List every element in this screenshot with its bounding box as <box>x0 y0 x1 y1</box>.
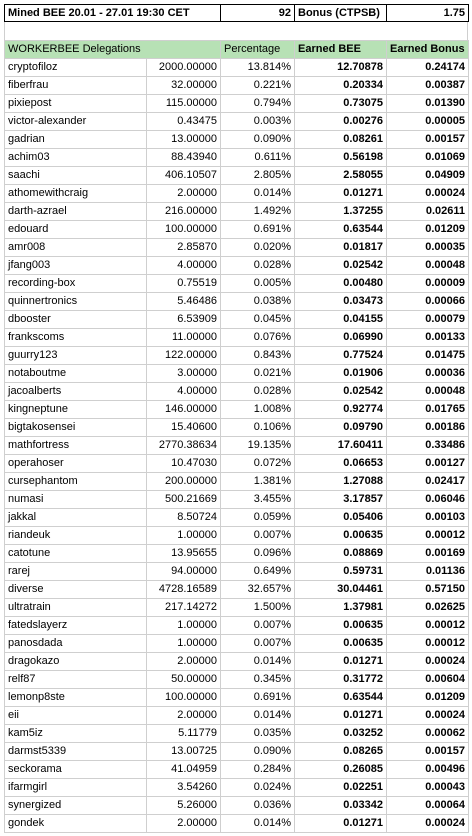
earned-bee-cell[interactable]: 3.17857 <box>295 491 387 509</box>
percentage-cell[interactable]: 1.381% <box>221 473 295 491</box>
percentage-cell[interactable]: 0.106% <box>221 419 295 437</box>
table-row <box>5 383 469 401</box>
earned-bonus-cell[interactable]: 0.00048 <box>387 383 469 401</box>
header-delegations[interactable]: WORKERBEE Delegations <box>5 41 221 59</box>
amount-cell[interactable]: 4.00000 <box>147 257 221 275</box>
earned-bonus-cell[interactable]: 0.00024 <box>387 815 469 833</box>
account-cell[interactable]: rarej <box>5 563 147 581</box>
account-cell[interactable]: gadrian <box>5 131 147 149</box>
percentage-cell[interactable]: 0.221% <box>221 77 295 95</box>
amount-cell[interactable]: 15.40600 <box>147 419 221 437</box>
account-cell[interactable]: seckorama <box>5 761 147 779</box>
percentage-cell[interactable]: 0.014% <box>221 185 295 203</box>
earned-bee-cell[interactable]: 0.00635 <box>295 617 387 635</box>
earned-bonus-cell[interactable]: 0.01069 <box>387 149 469 167</box>
table-row <box>5 59 469 77</box>
delegations-table <box>4 40 469 833</box>
table-row <box>5 221 469 239</box>
earned-bee-cell[interactable]: 1.37255 <box>295 203 387 221</box>
earned-bonus-cell[interactable]: 0.00048 <box>387 257 469 275</box>
table-row <box>5 419 469 437</box>
earned-bonus-cell[interactable]: 0.00157 <box>387 743 469 761</box>
amount-cell[interactable]: 4.00000 <box>147 383 221 401</box>
earned-bee-cell[interactable]: 1.37981 <box>295 599 387 617</box>
table-row <box>5 239 469 257</box>
header-row <box>5 41 469 59</box>
earned-bee-cell[interactable]: 0.01271 <box>295 707 387 725</box>
bonus-label-cell[interactable]: Bonus (CTPSB) <box>295 5 387 22</box>
earned-bonus-cell[interactable]: 0.06046 <box>387 491 469 509</box>
earned-bee-cell[interactable]: 0.20334 <box>295 77 387 95</box>
table-row <box>5 185 469 203</box>
percentage-cell[interactable]: 32.657% <box>221 581 295 599</box>
earned-bonus-cell[interactable]: 0.02611 <box>387 203 469 221</box>
mined-label-cell[interactable]: Mined BEE 20.01 - 27.01 19:30 CET <box>5 5 221 22</box>
earned-bee-cell[interactable]: 0.03342 <box>295 797 387 815</box>
percentage-cell[interactable]: 0.038% <box>221 293 295 311</box>
spreadsheet <box>4 4 468 833</box>
earned-bonus-cell[interactable]: 0.00133 <box>387 329 469 347</box>
earned-bonus-cell[interactable]: 0.00496 <box>387 761 469 779</box>
account-cell[interactable]: jfang003 <box>5 257 147 275</box>
earned-bee-cell[interactable]: 0.26085 <box>295 761 387 779</box>
table-row <box>5 77 469 95</box>
account-cell[interactable]: cryptofiloz <box>5 59 147 77</box>
earned-bee-cell[interactable]: 0.00635 <box>295 527 387 545</box>
earned-bee-cell[interactable]: 0.02542 <box>295 383 387 401</box>
earned-bee-cell[interactable]: 0.08261 <box>295 131 387 149</box>
amount-cell[interactable]: 1.00000 <box>147 635 221 653</box>
earned-bee-cell[interactable]: 0.59731 <box>295 563 387 581</box>
percentage-cell[interactable]: 0.345% <box>221 671 295 689</box>
table-row <box>5 545 469 563</box>
mined-value-cell[interactable]: 92 <box>221 5 295 22</box>
percentage-cell[interactable]: 0.090% <box>221 743 295 761</box>
amount-cell[interactable]: 3.54260 <box>147 779 221 797</box>
earned-bonus-cell[interactable]: 0.01475 <box>387 347 469 365</box>
table-row <box>5 563 469 581</box>
account-cell[interactable]: relf87 <box>5 671 147 689</box>
table-row <box>5 815 469 833</box>
earned-bee-cell[interactable]: 17.60411 <box>295 437 387 455</box>
earned-bee-cell[interactable]: 0.08869 <box>295 545 387 563</box>
table-row <box>5 347 469 365</box>
earned-bonus-cell[interactable]: 0.02625 <box>387 599 469 617</box>
earned-bonus-cell[interactable]: 0.00066 <box>387 293 469 311</box>
amount-cell[interactable]: 217.14272 <box>147 599 221 617</box>
earned-bonus-cell[interactable]: 0.00035 <box>387 239 469 257</box>
earned-bonus-cell[interactable]: 0.01136 <box>387 563 469 581</box>
earned-bee-cell[interactable]: 0.31772 <box>295 671 387 689</box>
earned-bee-cell[interactable]: 0.92774 <box>295 401 387 419</box>
account-cell[interactable]: diverse <box>5 581 147 599</box>
amount-cell[interactable]: 41.04959 <box>147 761 221 779</box>
percentage-cell[interactable]: 0.090% <box>221 131 295 149</box>
table-row <box>5 689 469 707</box>
account-cell[interactable]: athomewithcraig <box>5 185 147 203</box>
table-row <box>5 671 469 689</box>
account-cell[interactable]: ultratrain <box>5 599 147 617</box>
amount-cell[interactable]: 115.00000 <box>147 95 221 113</box>
percentage-cell[interactable]: 0.014% <box>221 707 295 725</box>
table-row <box>5 473 469 491</box>
table-row <box>5 257 469 275</box>
percentage-cell[interactable]: 0.059% <box>221 509 295 527</box>
earned-bonus-cell[interactable]: 0.00024 <box>387 185 469 203</box>
earned-bonus-cell[interactable]: 0.00043 <box>387 779 469 797</box>
amount-cell[interactable]: 216.00000 <box>147 203 221 221</box>
account-cell[interactable]: kingneptune <box>5 401 147 419</box>
earned-bonus-cell[interactable]: 0.00012 <box>387 635 469 653</box>
amount-cell[interactable]: 406.10507 <box>147 167 221 185</box>
table-row <box>5 437 469 455</box>
percentage-cell[interactable]: 0.020% <box>221 239 295 257</box>
table-row <box>5 203 469 221</box>
account-cell[interactable]: fiberfrau <box>5 77 147 95</box>
percentage-cell[interactable]: 0.021% <box>221 365 295 383</box>
table-row <box>5 95 469 113</box>
account-cell[interactable]: recording-box <box>5 275 147 293</box>
account-cell[interactable]: eii <box>5 707 147 725</box>
account-cell[interactable]: darmst5339 <box>5 743 147 761</box>
table-row <box>5 527 469 545</box>
earned-bee-cell[interactable]: 0.01817 <box>295 239 387 257</box>
earned-bee-cell[interactable]: 12.70878 <box>295 59 387 77</box>
earned-bonus-cell[interactable]: 0.00387 <box>387 77 469 95</box>
account-cell[interactable]: operahoser <box>5 455 147 473</box>
percentage-cell[interactable]: 1.492% <box>221 203 295 221</box>
account-cell[interactable]: dragokazo <box>5 653 147 671</box>
percentage-cell[interactable]: 0.691% <box>221 221 295 239</box>
percentage-cell[interactable]: 0.036% <box>221 797 295 815</box>
earned-bee-cell[interactable]: 0.06653 <box>295 455 387 473</box>
account-cell[interactable]: jakkal <box>5 509 147 527</box>
account-cell[interactable]: bigtakosensei <box>5 419 147 437</box>
table-row <box>5 401 469 419</box>
percentage-cell[interactable]: 0.024% <box>221 779 295 797</box>
earned-bee-cell[interactable]: 0.02542 <box>295 257 387 275</box>
header-percentage[interactable]: Percentage <box>221 41 295 59</box>
earned-bee-cell[interactable]: 0.63544 <box>295 221 387 239</box>
table-row <box>5 653 469 671</box>
earned-bee-cell[interactable]: 0.00635 <box>295 635 387 653</box>
percentage-cell[interactable]: 0.045% <box>221 311 295 329</box>
account-cell[interactable]: lemonp8ste <box>5 689 147 707</box>
amount-cell[interactable]: 8.50724 <box>147 509 221 527</box>
earned-bonus-cell[interactable]: 0.01390 <box>387 95 469 113</box>
percentage-cell[interactable]: 19.135% <box>221 437 295 455</box>
account-cell[interactable]: darth-azrael <box>5 203 147 221</box>
table-row <box>5 131 469 149</box>
amount-cell[interactable]: 3.00000 <box>147 365 221 383</box>
percentage-cell[interactable]: 0.007% <box>221 617 295 635</box>
table-row <box>5 725 469 743</box>
amount-cell[interactable]: 500.21669 <box>147 491 221 509</box>
earned-bee-cell[interactable]: 0.00276 <box>295 113 387 131</box>
amount-cell[interactable]: 100.00000 <box>147 689 221 707</box>
earned-bonus-cell[interactable]: 0.00127 <box>387 455 469 473</box>
earned-bee-cell[interactable]: 0.05406 <box>295 509 387 527</box>
earned-bonus-cell[interactable]: 0.57150 <box>387 581 469 599</box>
earned-bonus-cell[interactable]: 0.00005 <box>387 113 469 131</box>
percentage-cell[interactable]: 0.007% <box>221 527 295 545</box>
earned-bee-cell[interactable]: 0.00480 <box>295 275 387 293</box>
earned-bee-cell[interactable]: 0.03252 <box>295 725 387 743</box>
percentage-cell[interactable]: 0.035% <box>221 725 295 743</box>
table-row <box>5 113 469 131</box>
amount-cell[interactable]: 10.47030 <box>147 455 221 473</box>
earned-bee-cell[interactable]: 0.02251 <box>295 779 387 797</box>
percentage-cell[interactable]: 0.028% <box>221 383 295 401</box>
earned-bee-cell[interactable]: 0.56198 <box>295 149 387 167</box>
table-row <box>5 365 469 383</box>
percentage-cell[interactable]: 13.814% <box>221 59 295 77</box>
earned-bonus-cell[interactable]: 0.04909 <box>387 167 469 185</box>
amount-cell[interactable]: 2.85870 <box>147 239 221 257</box>
earned-bee-cell[interactable]: 0.09790 <box>295 419 387 437</box>
table-row <box>5 581 469 599</box>
amount-cell[interactable]: 13.00725 <box>147 743 221 761</box>
percentage-cell[interactable]: 0.096% <box>221 545 295 563</box>
earned-bonus-cell[interactable]: 0.01209 <box>387 221 469 239</box>
earned-bonus-cell[interactable]: 0.00169 <box>387 545 469 563</box>
amount-cell[interactable]: 5.26000 <box>147 797 221 815</box>
percentage-cell[interactable]: 1.008% <box>221 401 295 419</box>
percentage-cell[interactable]: 0.014% <box>221 815 295 833</box>
amount-cell[interactable]: 13.00000 <box>147 131 221 149</box>
earned-bonus-cell[interactable]: 0.02417 <box>387 473 469 491</box>
amount-cell[interactable]: 1.00000 <box>147 617 221 635</box>
percentage-cell[interactable]: 0.028% <box>221 257 295 275</box>
header-earned-bonus[interactable]: Earned Bonus <box>387 41 469 59</box>
earned-bonus-cell[interactable]: 0.00024 <box>387 653 469 671</box>
amount-cell[interactable]: 5.11779 <box>147 725 221 743</box>
table-row <box>5 707 469 725</box>
amount-cell[interactable]: 32.00000 <box>147 77 221 95</box>
account-cell[interactable]: achim03 <box>5 149 147 167</box>
amount-cell[interactable]: 0.43475 <box>147 113 221 131</box>
header-earned-bee[interactable]: Earned BEE <box>295 41 387 59</box>
table-row <box>5 167 469 185</box>
table-row <box>5 761 469 779</box>
earned-bee-cell[interactable]: 30.04461 <box>295 581 387 599</box>
amount-cell[interactable]: 11.00000 <box>147 329 221 347</box>
earned-bee-cell[interactable]: 0.01271 <box>295 185 387 203</box>
earned-bee-cell[interactable]: 0.01271 <box>295 653 387 671</box>
earned-bonus-cell[interactable]: 0.00157 <box>387 131 469 149</box>
account-cell[interactable]: cursephantom <box>5 473 147 491</box>
table-row <box>5 509 469 527</box>
earned-bee-cell[interactable]: 0.01906 <box>295 365 387 383</box>
earned-bee-cell[interactable]: 2.58055 <box>295 167 387 185</box>
earned-bee-cell[interactable]: 0.06990 <box>295 329 387 347</box>
amount-cell[interactable]: 2.00000 <box>147 185 221 203</box>
account-cell[interactable]: catotune <box>5 545 147 563</box>
earned-bonus-cell[interactable]: 0.00012 <box>387 617 469 635</box>
amount-cell[interactable]: 50.00000 <box>147 671 221 689</box>
earned-bonus-cell[interactable]: 0.00103 <box>387 509 469 527</box>
percentage-cell[interactable]: 0.014% <box>221 653 295 671</box>
table-row <box>5 293 469 311</box>
account-cell[interactable]: dbooster <box>5 311 147 329</box>
percentage-cell[interactable]: 0.072% <box>221 455 295 473</box>
amount-cell[interactable]: 100.00000 <box>147 221 221 239</box>
table-row <box>5 311 469 329</box>
account-cell[interactable]: gondek <box>5 815 147 833</box>
earned-bonus-cell[interactable]: 0.00604 <box>387 671 469 689</box>
amount-cell[interactable]: 1.00000 <box>147 527 221 545</box>
amount-cell[interactable]: 146.00000 <box>147 401 221 419</box>
earned-bonus-cell[interactable]: 0.00064 <box>387 797 469 815</box>
summary-row <box>5 5 469 22</box>
amount-cell[interactable]: 5.46486 <box>147 293 221 311</box>
table-row <box>5 635 469 653</box>
earned-bonus-cell[interactable]: 0.00024 <box>387 707 469 725</box>
table-row <box>5 743 469 761</box>
summary-table <box>4 4 469 22</box>
amount-cell[interactable]: 122.00000 <box>147 347 221 365</box>
earned-bonus-cell[interactable]: 0.00012 <box>387 527 469 545</box>
account-cell[interactable]: frankscoms <box>5 329 147 347</box>
account-cell[interactable]: kam5iz <box>5 725 147 743</box>
earned-bee-cell[interactable]: 0.08265 <box>295 743 387 761</box>
earned-bonus-cell[interactable]: 0.00036 <box>387 365 469 383</box>
amount-cell[interactable]: 6.53909 <box>147 311 221 329</box>
table-row <box>5 797 469 815</box>
bonus-value-cell[interactable]: 1.75 <box>387 5 469 22</box>
amount-cell[interactable]: 2000.00000 <box>147 59 221 77</box>
account-cell[interactable]: mathfortress <box>5 437 147 455</box>
table-row <box>5 149 469 167</box>
account-cell[interactable]: pixiepost <box>5 95 147 113</box>
account-cell[interactable]: panosdada <box>5 635 147 653</box>
amount-cell[interactable]: 2770.38634 <box>147 437 221 455</box>
table-row <box>5 617 469 635</box>
percentage-cell[interactable]: 0.794% <box>221 95 295 113</box>
account-cell[interactable]: fatedslayerz <box>5 617 147 635</box>
earned-bonus-cell[interactable]: 0.24174 <box>387 59 469 77</box>
amount-cell[interactable]: 200.00000 <box>147 473 221 491</box>
earned-bonus-cell[interactable]: 0.00009 <box>387 275 469 293</box>
table-row <box>5 455 469 473</box>
account-cell[interactable]: quinnertronics <box>5 293 147 311</box>
earned-bonus-cell[interactable]: 0.01765 <box>387 401 469 419</box>
percentage-cell[interactable]: 0.007% <box>221 635 295 653</box>
earned-bonus-cell[interactable]: 0.01209 <box>387 689 469 707</box>
amount-cell[interactable]: 13.95655 <box>147 545 221 563</box>
percentage-cell[interactable]: 0.003% <box>221 113 295 131</box>
table-row <box>5 275 469 293</box>
account-cell[interactable]: notaboutme <box>5 365 147 383</box>
earned-bee-cell[interactable]: 0.63544 <box>295 689 387 707</box>
account-cell[interactable]: saachi <box>5 167 147 185</box>
earned-bee-cell[interactable]: 0.01271 <box>295 815 387 833</box>
amount-cell[interactable]: 2.00000 <box>147 815 221 833</box>
percentage-cell[interactable]: 0.076% <box>221 329 295 347</box>
amount-cell[interactable]: 94.00000 <box>147 563 221 581</box>
percentage-cell[interactable]: 3.455% <box>221 491 295 509</box>
percentage-cell[interactable]: 0.005% <box>221 275 295 293</box>
percentage-cell[interactable]: 0.649% <box>221 563 295 581</box>
delegations-body <box>5 59 469 833</box>
account-cell[interactable]: synergized <box>5 797 147 815</box>
percentage-cell[interactable]: 0.843% <box>221 347 295 365</box>
earned-bonus-cell[interactable]: 0.00079 <box>387 311 469 329</box>
amount-cell[interactable]: 2.00000 <box>147 707 221 725</box>
percentage-cell[interactable]: 0.284% <box>221 761 295 779</box>
earned-bee-cell[interactable]: 0.04155 <box>295 311 387 329</box>
earned-bonus-cell[interactable]: 0.33486 <box>387 437 469 455</box>
account-cell[interactable]: victor-alexander <box>5 113 147 131</box>
earned-bonus-cell[interactable]: 0.00062 <box>387 725 469 743</box>
amount-cell[interactable]: 4728.16589 <box>147 581 221 599</box>
account-cell[interactable]: amr008 <box>5 239 147 257</box>
account-cell[interactable]: edouard <box>5 221 147 239</box>
earned-bee-cell[interactable]: 0.73075 <box>295 95 387 113</box>
account-cell[interactable]: guurry123 <box>5 347 147 365</box>
earned-bee-cell[interactable]: 0.03473 <box>295 293 387 311</box>
table-row <box>5 491 469 509</box>
amount-cell[interactable]: 0.75519 <box>147 275 221 293</box>
earned-bee-cell[interactable]: 1.27088 <box>295 473 387 491</box>
account-cell[interactable]: ifarmgirl <box>5 779 147 797</box>
earned-bee-cell[interactable]: 0.77524 <box>295 347 387 365</box>
earned-bonus-cell[interactable]: 0.00186 <box>387 419 469 437</box>
amount-cell[interactable]: 2.00000 <box>147 653 221 671</box>
table-row <box>5 779 469 797</box>
account-cell[interactable]: jacoalberts <box>5 383 147 401</box>
percentage-cell[interactable]: 2.805% <box>221 167 295 185</box>
percentage-cell[interactable]: 0.691% <box>221 689 295 707</box>
percentage-cell[interactable]: 1.500% <box>221 599 295 617</box>
table-row <box>5 329 469 347</box>
amount-cell[interactable]: 88.43940 <box>147 149 221 167</box>
account-cell[interactable]: numasi <box>5 491 147 509</box>
account-cell[interactable]: riandeuk <box>5 527 147 545</box>
empty-row <box>4 22 468 40</box>
percentage-cell[interactable]: 0.611% <box>221 149 295 167</box>
table-row <box>5 599 469 617</box>
